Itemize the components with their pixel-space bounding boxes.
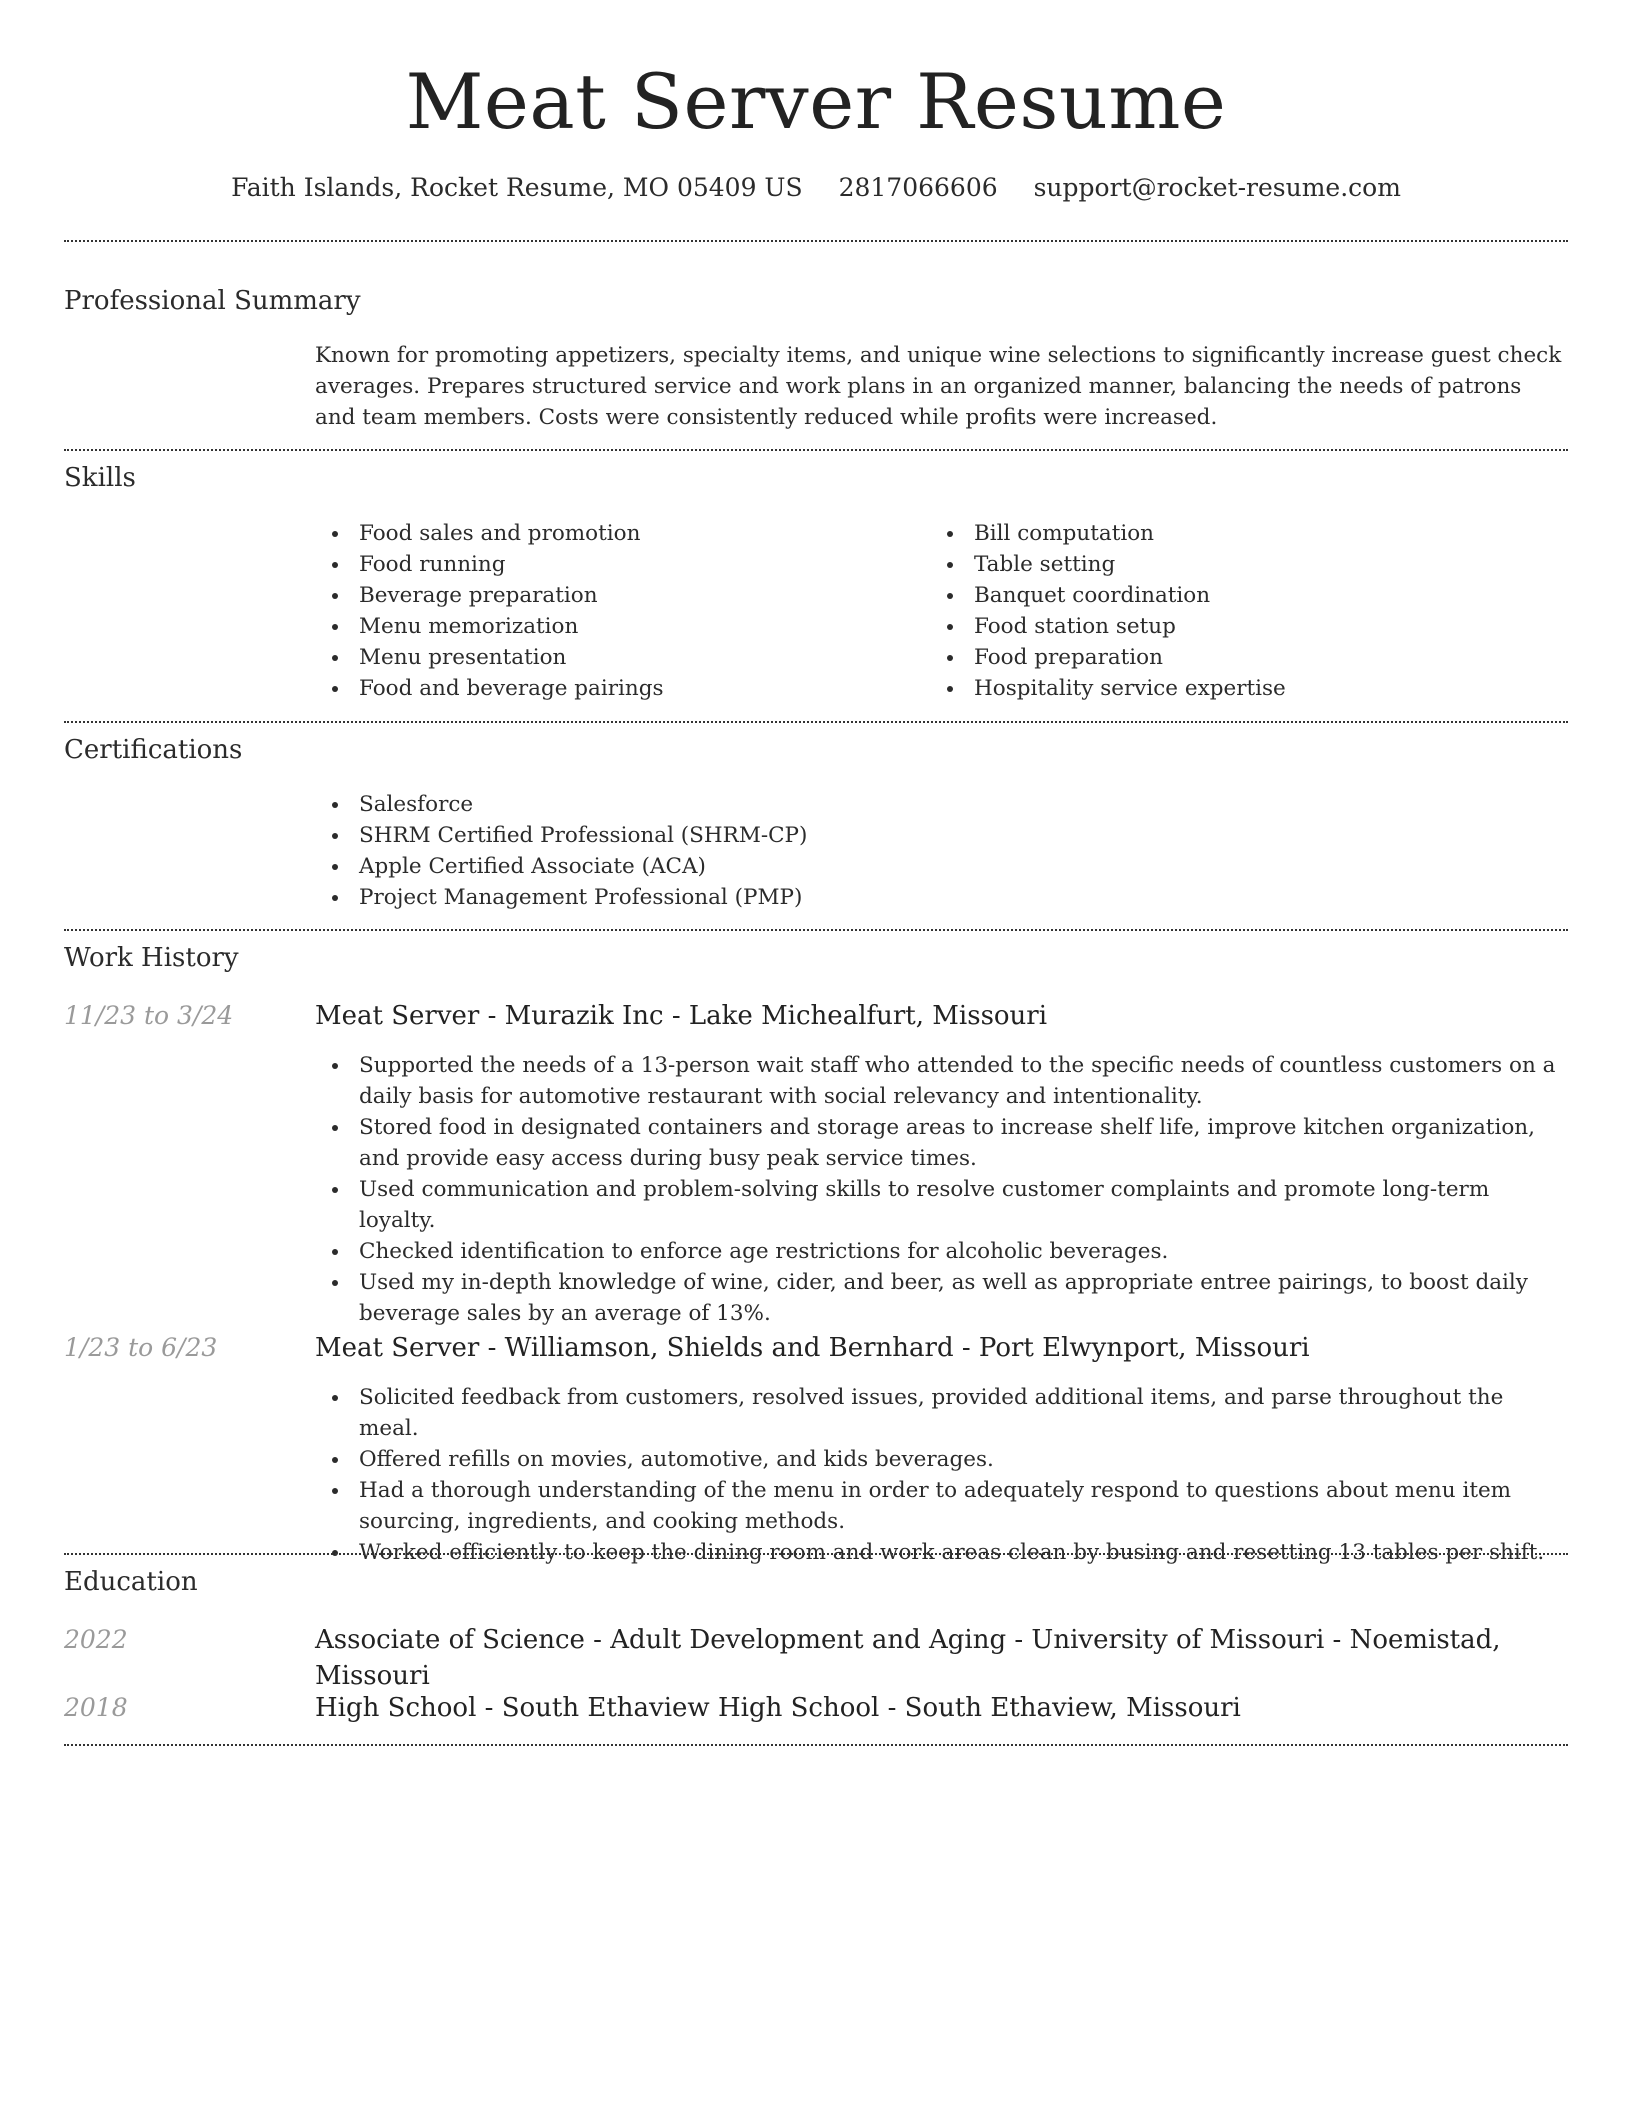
skills-column-left (315, 518, 915, 704)
divider (64, 449, 1568, 451)
divider (64, 240, 1568, 242)
skill-item: Beverage preparation (315, 580, 915, 611)
job-duty-item: Used communication and problem-solving skills to resolve customer complaints and promote long-term loyalty. (315, 1174, 1568, 1236)
contact-phone: 2817066606 (838, 173, 998, 202)
job-duty-item: Had a thorough understanding of the menu in order to adequately respond to questions about menu item sourcing, ingredients, and cooking methods. (315, 1475, 1568, 1537)
skills-heading: Skills (64, 463, 136, 493)
skill-item: Bill computation (930, 518, 1530, 549)
skill-item: Menu presentation (315, 642, 915, 673)
certifications-list (315, 789, 1568, 913)
job-dates: 11/23 to 3/24 (64, 1001, 234, 1030)
education-entry: Associate of Science - Adult Development and Aging - University of Missouri - Noemistad, Missouri (315, 1625, 1501, 1691)
summary-text: Known for promoting appetizers, specialty items, and unique wine selections to significantly increase guest check averages. Prepares structured service and work plans in an organized manner, balancing the needs of patrons and team members. Costs were consistently reduced while profits were increased. (315, 343, 1562, 430)
contact-email: support@rocket-resume.com (1033, 173, 1401, 202)
skills-list-right (930, 518, 1530, 704)
job-duty-item: Solicited feedback from customers, resolved issues, provided additional items, and parse throughout the meal. (315, 1382, 1568, 1444)
skill-item: Menu memorization (315, 611, 915, 642)
education-heading: Education (64, 1567, 198, 1597)
certification-item: Salesforce (315, 789, 1568, 820)
education-year: 2022 (64, 1625, 128, 1654)
job-duty-item: Supported the needs of a 13-person wait staff who attended to the specific needs of countless customers on a daily basis for automotive restaurant with social relevancy and intentionality. (315, 1050, 1568, 1112)
certification-item: SHRM Certified Professional (SHRM-CP) (315, 820, 1568, 851)
job-dates: 1/23 to 6/23 (64, 1333, 218, 1362)
skill-item: Food sales and promotion (315, 518, 915, 549)
skill-item: Food station setup (930, 611, 1530, 642)
certifications-block (315, 789, 1568, 913)
resume-page (64, 0, 1568, 1723)
job-duty-item: Worked efficiently to keep the dining room and work areas clean by busing and resetting 13 tables per shift. (315, 1537, 1568, 1568)
divider (64, 929, 1568, 931)
job-title: Meat Server - Murazik Inc - Lake Michealfurt, Missouri (315, 1001, 1048, 1031)
resume-title: Meat Server Resume (405, 57, 1227, 146)
divider (64, 1553, 1568, 1555)
job-duties-list (315, 1050, 1568, 1329)
job-duties (315, 1050, 1568, 1329)
certifications-heading: Certifications (64, 735, 243, 765)
divider (64, 721, 1568, 723)
job-duties (315, 1382, 1568, 1568)
job-duties-list (315, 1382, 1568, 1568)
contact-line (64, 170, 1568, 206)
skill-item: Table setting (930, 549, 1530, 580)
skill-item: Food and beverage pairings (315, 673, 915, 704)
certification-item: Apple Certified Associate (ACA) (315, 851, 1568, 882)
certification-item: Project Management Professional (PMP) (315, 882, 1568, 913)
job-duty-item: Checked identification to enforce age restrictions for alcoholic beverages. (315, 1236, 1568, 1267)
divider (64, 1744, 1568, 1746)
job-duty-item: Stored food in designated containers and storage areas to increase shelf life, improve kitchen organization, and provide easy access during busy peak service times. (315, 1112, 1568, 1174)
skills-list-left (315, 518, 915, 704)
summary-heading: Professional Summary (64, 286, 361, 316)
education-year: 2018 (64, 1693, 128, 1722)
work-heading: Work History (64, 943, 239, 973)
education-entry: High School - South Ethaview High School - South Ethaview, Missouri (315, 1693, 1241, 1723)
contact-address: Faith Islands, Rocket Resume, MO 05409 US (231, 173, 803, 202)
job-title: Meat Server - Williamson, Shields and Bernhard - Port Elwynport, Missouri (315, 1333, 1310, 1363)
skill-item: Food running (315, 549, 915, 580)
job-duty-item: Used my in-depth knowledge of wine, cider, and beer, as well as appropriate entree pairings, to boost daily beverage sales by an average of 13%. (315, 1267, 1568, 1329)
skill-item: Banquet coordination (930, 580, 1530, 611)
skill-item: Hospitality service expertise (930, 673, 1530, 704)
job-duty-item: Offered refills on movies, automotive, and kids beverages. (315, 1444, 1568, 1475)
skills-column-right (930, 518, 1530, 704)
skill-item: Food preparation (930, 642, 1530, 673)
